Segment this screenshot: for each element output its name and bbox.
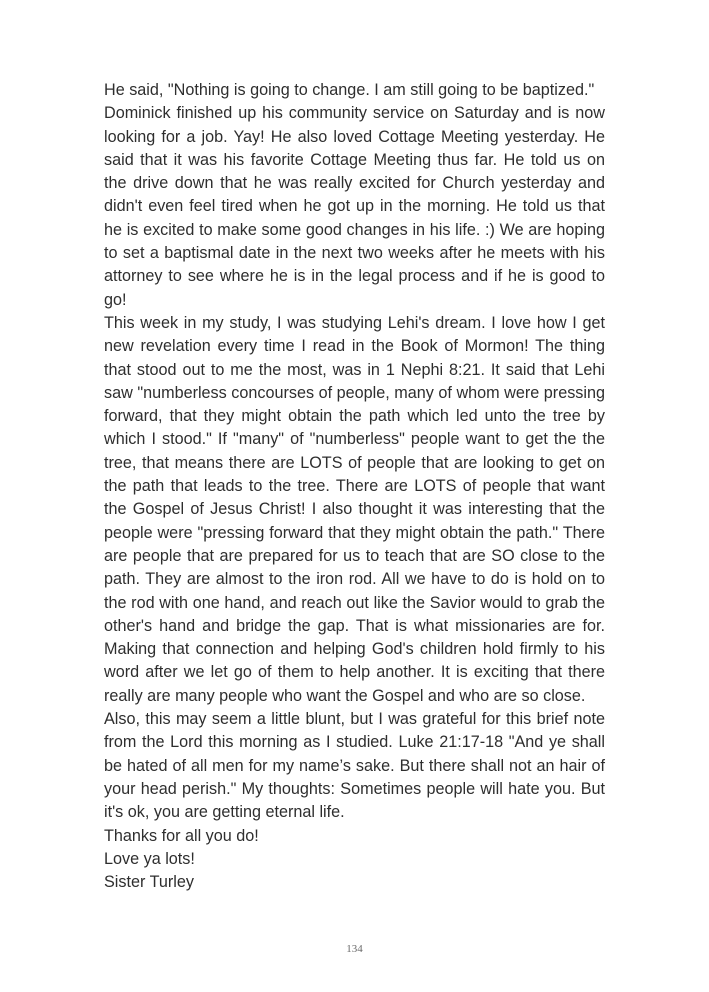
closing-thanks: Thanks for all you do! xyxy=(104,826,259,845)
letter-body xyxy=(104,79,605,894)
signature-name: Sister Turley xyxy=(104,873,194,892)
closing-love: Love ya lots! xyxy=(104,849,195,868)
paragraph-quote: He said, "Nothing is going to change. I am still going to be baptized." xyxy=(104,81,595,99)
paragraph-luke-scripture: Also, this may seem a little blunt, but I was grateful for this brief note from the Lord this morning as I studied. Luke 21:17-18 "And ye shall be hated of all men for my name’s sake. But there shall not an hair of your head perish." My thoughts: Sometimes people will hate you. But it's ok, you are getting eternal life. xyxy=(104,710,605,822)
paragraph-dominick-update: Dominick finished up his community service on Saturday and is now looking for a job. Yay! He also loved Cottage Meeting yesterday. He said that it was his favorite Cottage Meeting thus far. He told us on the drive down that he was really excited for Church yesterday and didn't even feel tired when he got up in the morning. He told us that he is excited to make some good changes in his life. :) We are hoping to set a baptismal date in the next two weeks after he meets with his attorney to see where he is in the legal process and if he is good to go! xyxy=(104,104,605,309)
paragraph-lehi-dream-study: This week in my study, I was studying Lehi's dream. I love how I get new revelation every time I read in the Book of Mormon! The thing that stood out to me the most, was in 1 Nephi 8:21. It said that Lehi saw "numberless concourses of people, many of whom were pressing forward, that they might obtain the path which led unto the tree by which I stood." If "many" of "numberless" people want to get the the tree, that means there are LOTS of people that are looking to get on the path that leads to the tree. There are LOTS of people that want the Gospel of Jesus Christ! I also thought it was interesting that the people were "pressing forward that they might obtain the path." There are people that are prepared for us to teach that are SO close to the path. They are almost to the iron rod. All we have to do is hold on to the rod with one hand, and reach out like the Savior would to grab the other's hand and bridge the gap. That is what missionaries are for. Making that connection and helping God's children hold firmly to his word after we let go of them to help another. It is exciting that there really are many people who want the Gospel and who are so close. xyxy=(104,313,605,705)
page-number: 134 xyxy=(346,943,363,955)
